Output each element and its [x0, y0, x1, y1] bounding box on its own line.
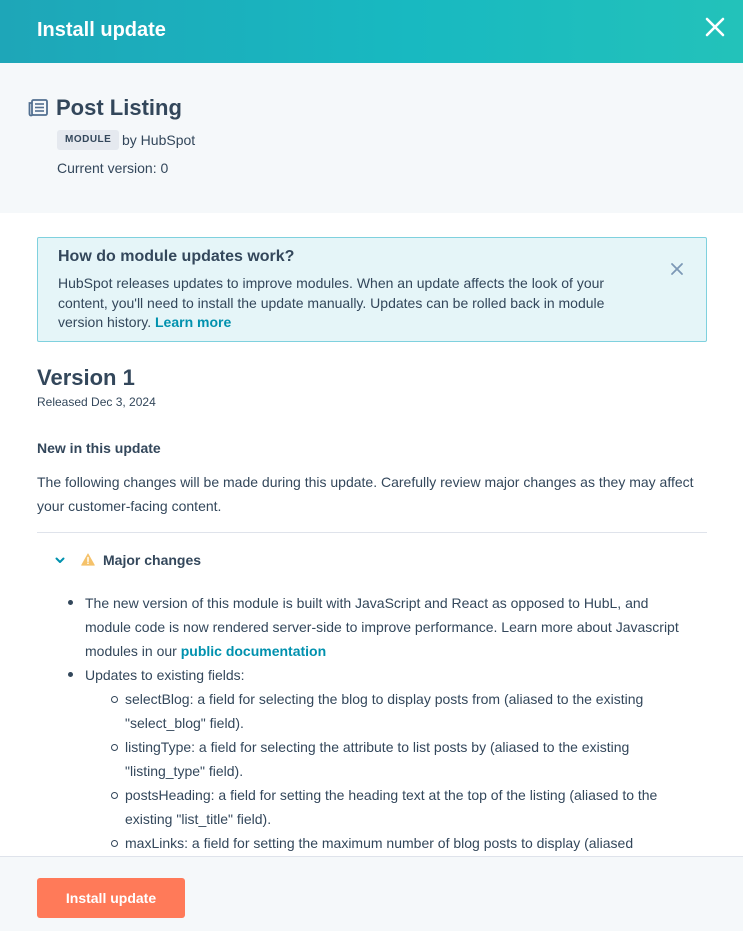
- version-title: Version 1: [37, 365, 135, 390]
- modal-header: [0, 0, 743, 63]
- modal-footer: [0, 856, 743, 931]
- module-listing-icon: [28, 99, 48, 117]
- module-info-panel: [0, 63, 743, 213]
- info-alert-body: [58, 274, 638, 333]
- field-updates-list: [125, 687, 695, 855]
- change-text: Updates to existing fields:: [85, 667, 245, 683]
- list-item: postsHeading: a field for setting the heading text at the top of the listing (aliased to the existing "list_title" field).: [125, 783, 695, 831]
- list-item: selectBlog: a field for selecting the blog to display posts from (aliased to the existing "select_blog" field).: [125, 687, 695, 735]
- list-item: [85, 591, 695, 663]
- close-icon[interactable]: [670, 262, 684, 276]
- chevron-down-icon[interactable]: [54, 554, 66, 566]
- change-text: The new version of this module is built with JavaScript and React as opposed to HubL, and module code is now rendered server-side to improve performance. Learn more about Javascript modules in our: [85, 595, 679, 659]
- info-alert-text: HubSpot releases updates to improve modules. When an update affects the look of your content, you'll need to install the update manually. Updates can be rolled back in module version history.: [58, 275, 605, 330]
- major-changes-content: [85, 591, 695, 855]
- new-in-update-heading: New in this update: [37, 440, 161, 456]
- install-update-button[interactable]: Install update: [37, 878, 185, 918]
- update-info-alert: [37, 237, 707, 342]
- close-icon[interactable]: [704, 16, 726, 38]
- warning-icon: [81, 553, 95, 566]
- major-changes-toggle[interactable]: Major changes: [103, 552, 202, 568]
- modal-title: Install update: [37, 19, 166, 41]
- list-item: [85, 663, 695, 855]
- module-author: by HubSpot: [122, 132, 196, 148]
- module-title: Post Listing: [56, 95, 182, 120]
- current-version: Current version: 0: [57, 160, 169, 176]
- version-release-date: Released Dec 3, 2024: [37, 395, 156, 409]
- list-item: maxLinks: a field for setting the maximum number of blog posts to display (aliased: [125, 831, 695, 855]
- public-documentation-link[interactable]: public documentation: [180, 643, 327, 659]
- new-in-update-description: The following changes will be made during this update. Carefully review major changes as they may affect your customer-facing content.: [37, 474, 694, 514]
- learn-more-link[interactable]: Learn more: [155, 314, 232, 330]
- module-type-tag: MODULE: [57, 130, 119, 150]
- info-alert-title: How do module updates work?: [58, 248, 295, 265]
- section-divider: [37, 532, 707, 533]
- list-item: listingType: a field for selecting the attribute to list posts by (aliased to the existing "listing_type" field).: [125, 735, 695, 783]
